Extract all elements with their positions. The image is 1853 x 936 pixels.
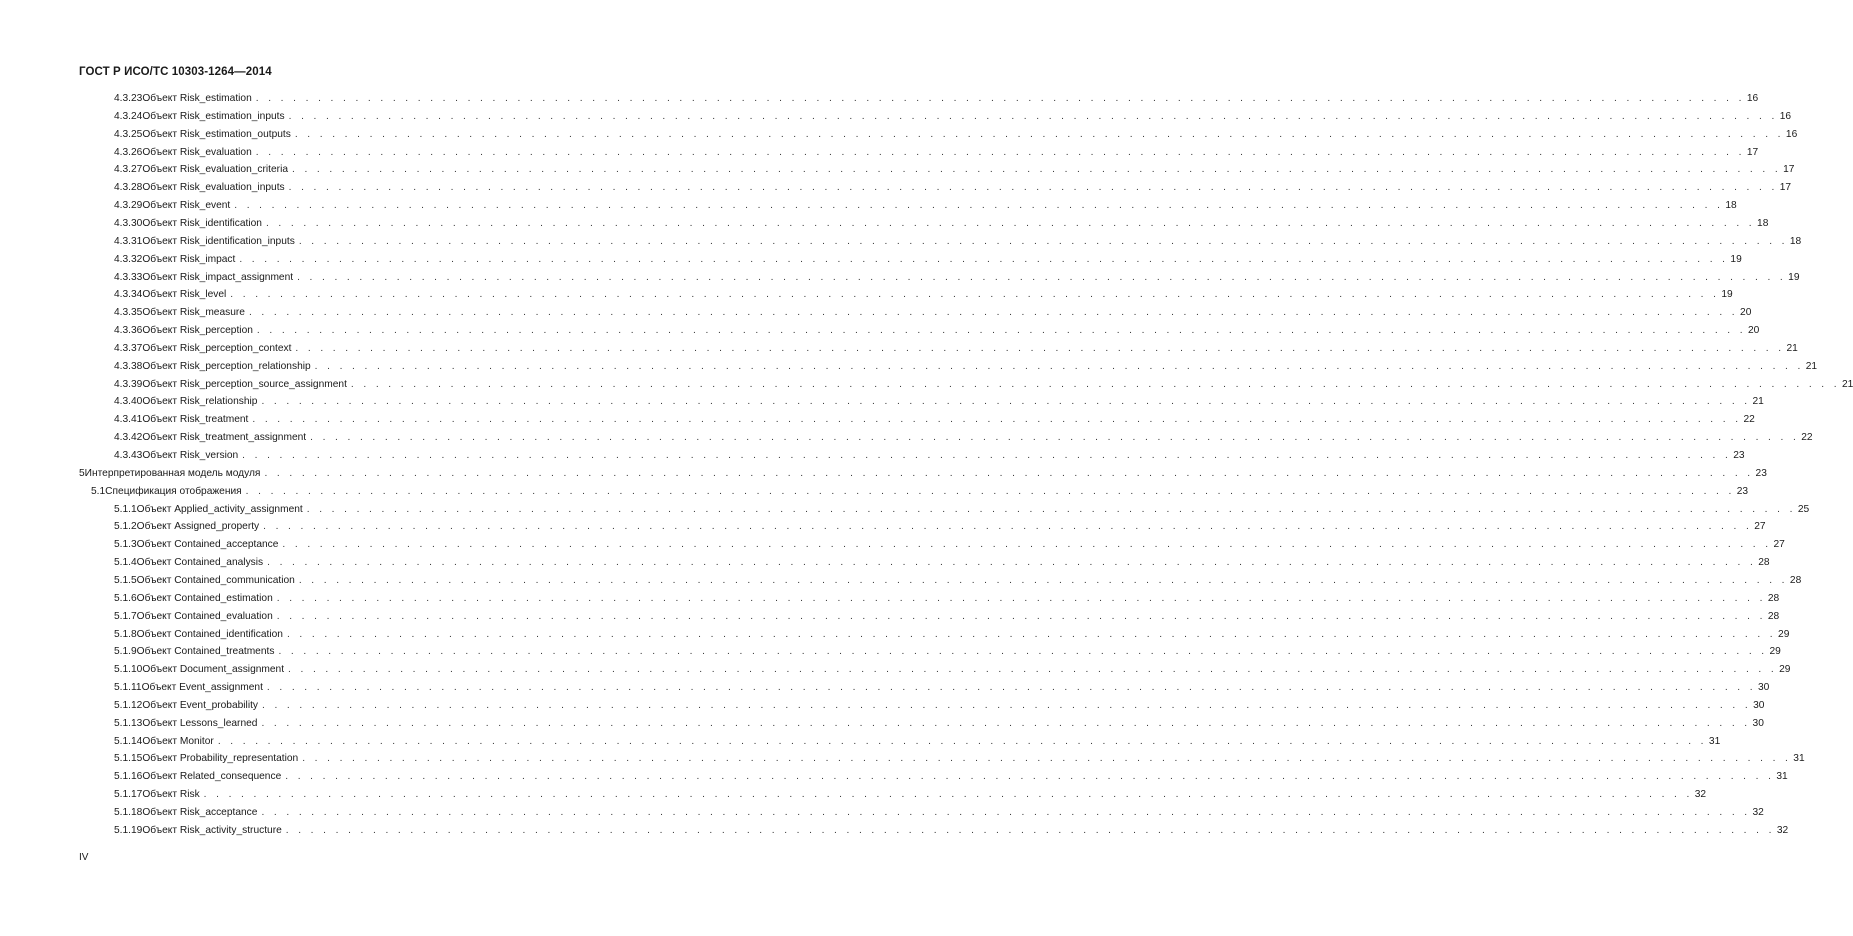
toc-entry[interactable]: [114, 520, 1766, 534]
toc-entry-page: 25: [1797, 503, 1810, 515]
dot-leader: . . . . . . . . . . . . . . . . . . . . . . . . . . . . . . . . . . . . . . . . . . . . . . . . . . . . . . . . . . . . . . . . . . . . . . . . . . . . . . . . . . . . . . . . . . . . . . . . . . . . . . . . . . . . . . . . . . . . . . . .: [276, 610, 1766, 622]
toc-entry-page: 23: [1733, 450, 1745, 461]
toc-entry-number: 5.1.6: [114, 592, 137, 604]
dot-leader: . . . . . . . . . . . . . . . . . . . . . . . . . . . . . . . . . . . . . . . . . . . . . . . . . . . . . . . . . . . . . . . . . . . . . . . . . . . . . . . . . . . . . . . . . . . . . . . . . . . . . . . . . . . . . . . . . . . . . . . .: [261, 717, 1751, 729]
dot-leader: . . . . . . . . . . . . . . . . . . . . . . . . . . . . . . . . . . . . . . . . . . . . . . . . . . . . . . . . . . . . . . . . . . . . . . . . . . . . . . . . . . . . . . . . . . . . . . . . . . . . . . . . . . . . . . . . . . . . . . . .: [234, 200, 1724, 212]
toc-entry-title: Объект Risk_treatment: [142, 414, 249, 426]
toc-entry-number: 5.1.14: [114, 735, 143, 747]
toc-entry-number: 4.3.24: [114, 110, 143, 122]
dot-leader: . . . . . . . . . . . . . . . . . . . . . . . . . . . . . . . . . . . . . . . . . . . . . . . . . . . . . . . . . . . . . . . . . . . . . . . . . . . . . . . . . . . . . . . . . . . . . . . . . . . . . . . . . . . . . . . . . . . . . . . .: [261, 807, 1751, 818]
toc-entry-title: Объект Applied_activity_assignment: [136, 503, 303, 515]
toc-entry-title: Объект Assigned_property: [136, 521, 260, 533]
toc-entry-title: Объект Risk_impact_assignment: [142, 271, 294, 283]
toc-entry-title: Объект Risk_acceptance: [142, 807, 258, 818]
toc-entry-number: 5.1.18: [114, 807, 143, 818]
toc-entry-number: 5.1.8: [114, 628, 137, 640]
toc-entry-title: Объект Risk: [142, 789, 200, 801]
toc-entry[interactable]: [114, 735, 1721, 749]
toc-entry[interactable]: [114, 610, 1780, 624]
toc-entry-number: 5.1.9: [114, 646, 137, 658]
toc-entry[interactable]: [114, 163, 1795, 177]
toc-entry-title: Объект Risk_relationship: [142, 396, 258, 408]
toc-entry[interactable]: [114, 395, 1764, 409]
dot-leader: . . . . . . . . . . . . . . . . . . . . . . . . . . . . . . . . . . . . . . . . . . . . . . . . . . . . . . . . . . . . . . . . . . . . . . . . . . . . . . . . . . . . . . . . . . . . . . . . . . . . . . . . . . . . . . . . . . . . . . . .: [261, 396, 1751, 408]
toc-entry-number: 5.1.7: [114, 610, 137, 622]
toc-entry-number: 5.1.19: [114, 824, 143, 836]
toc-entry-number: 4.3.36: [114, 325, 143, 337]
dot-leader: . . . . . . . . . . . . . . . . . . . . . . . . . . . . . . . . . . . . . . . . . . . . . . . . . . . . . . . . . . . . . . . . . . . . . . . . . . . . . . . . . . . . . . . . . . . . . . . . . . . . . . . . . . . . . . . . . . . . . . . .: [230, 289, 1720, 301]
toc-entry-number: 4.3.29: [114, 200, 143, 212]
dot-leader: . . . . . . . . . . . . . . . . . . . . . . . . . . . . . . . . . . . . . . . . . . . . . . . . . . . . . . . . . . . . . . . . . . . . . . . . . . . . . . . . . . . . . . . . . . . . . . . . . . . . . . . . . . . . . . . . . . . . . . . .: [302, 753, 1792, 765]
toc-entry[interactable]: [114, 645, 1781, 659]
toc-entry[interactable]: [114, 592, 1780, 606]
toc-entry-number: 5.1.3: [114, 539, 137, 551]
toc-entry-number: 4.3.28: [114, 182, 143, 194]
toc-entry-page: 20: [1740, 307, 1752, 319]
toc-entry[interactable]: [114, 128, 1798, 142]
toc-entry-title: Объект Risk_perception_context: [142, 342, 292, 354]
toc-entry-title: Объект Contained_estimation: [136, 592, 273, 604]
toc-entry[interactable]: [114, 92, 1759, 106]
toc-entry-title: Объект Lessons_learned: [142, 717, 258, 729]
toc-entry-number: 4.3.31: [114, 235, 143, 247]
toc-entry-page: 21: [1805, 360, 1818, 372]
toc-entry-page: 19: [1788, 271, 1800, 283]
toc-entry-page: 21: [1841, 378, 1853, 390]
toc-entry[interactable]: [114, 449, 1745, 463]
toc-entry-page: 16: [1785, 128, 1798, 140]
toc-entry[interactable]: [114, 681, 1770, 695]
toc-entry-title: Объект Probability_representation: [142, 753, 299, 765]
dot-leader: . . . . . . . . . . . . . . . . . . . . . . . . . . . . . . . . . . . . . . . . . . . . . . . . . . . . . . . . . . . . . . . . . . . . . . . . . . . . . . . . . . . . . . . . . . . . . . . . . . . . . . . . . . . . . . . . . . . . . . . .: [314, 360, 1804, 372]
dot-leader: . . . . . . . . . . . . . . . . . . . . . . . . . . . . . . . . . . . . . . . . . . . . . . . . . . . . . . . . . . . . . . . . . . . . . . . . . . . . . . . . . . . . . . . . . . . . . . . . . . . . . . . . . . . . . . . . . . . . . . . .: [217, 735, 1707, 747]
dot-leader: . . . . . . . . . . . . . . . . . . . . . . . . . . . . . . . . . . . . . . . . . . . . . . . . . . . . . . . . . . . . . . . . . . . . . . . . . . . . . . . . . . . . . . . . . . . . . . . . . . . . . . . . . . . . . . . . . . . . . . . .: [245, 485, 1735, 497]
toc-entry-page: 28: [1758, 557, 1770, 569]
dot-leader: . . . . . . . . . . . . . . . . . . . . . . . . . . . . . . . . . . . . . . . . . . . . . . . . . . . . . . . . . . . . . . . . . . . . . . . . . . . . . . . . . . . . . . . . . . . . . . . . . . . . . . . . . . . . . . . . . . . . . . . .: [298, 574, 1788, 586]
toc-entry-page: 28: [1767, 610, 1780, 622]
toc-entry-number: 5.1.12: [114, 699, 143, 711]
toc-entry-title: Объект Event_assignment: [141, 682, 263, 694]
dot-leader: . . . . . . . . . . . . . . . . . . . . . . . . . . . . . . . . . . . . . . . . . . . . . . . . . . . . . . . . . . . . . . . . . . . . . . . . . . . . . . . . . . . . . . . . . . . . . . . . . . . . . . . . . . . . . . . . . . . . . . . .: [262, 699, 1752, 711]
toc-entry[interactable]: [114, 752, 1805, 766]
toc-entry-title: Интерпретированная модель модуля: [84, 467, 261, 479]
toc-entry-page: 16: [1746, 93, 1759, 104]
toc-entry[interactable]: [91, 485, 1749, 499]
toc-entry[interactable]: [114, 288, 1733, 302]
toc-entry[interactable]: [114, 413, 1755, 427]
toc-entry-title: Спецификация отображения: [105, 485, 242, 497]
toc-entry-page: 18: [1757, 217, 1769, 229]
dot-leader: . . . . . . . . . . . . . . . . . . . . . . . . . . . . . . . . . . . . . . . . . . . . . . . . . . . . . . . . . . . . . . . . . . . . . . . . . . . . . . . . . . . . . . . . . . . . . . . . . . . . . . . . . . . . . . . . . . . . . . . .: [255, 146, 1745, 158]
toc-entry-number: 4.3.40: [114, 396, 143, 408]
toc-entry[interactable]: [114, 342, 1798, 356]
toc-entry-page: 32: [1752, 807, 1764, 818]
toc-entry-page: 17: [1779, 182, 1792, 194]
toc-entry-page: 28: [1789, 574, 1802, 586]
toc-entry[interactable]: [114, 717, 1764, 731]
toc-entry-title: Объект Risk_estimation_inputs: [142, 110, 285, 122]
dot-leader: . . . . . . . . . . . . . . . . . . . . . . . . . . . . . . . . . . . . . . . . . . . . . . . . . . . . . . . . . . . . . . . . . . . . . . . . . . . . . . . . . . . . . . . . . . . . . . . . . . . . . . . . . . . . . . . . . . . . . . . .: [295, 342, 1785, 354]
dot-leader: . . . . . . . . . . . . . . . . . . . . . . . . . . . . . . . . . . . . . . . . . . . . . . . . . . . . . . . . . . . . . . . . . . . . . . . . . . . . . . . . . . . . . . . . . . . . . . . . . . . . . . . . . . . . . . . . . . . . . . . .: [282, 539, 1772, 551]
toc-entry-title: Объект Risk_perception_relationship: [142, 360, 311, 372]
toc-entry-page: 18: [1789, 235, 1802, 247]
toc-entry-number: 5.1.2: [114, 521, 137, 533]
dot-leader: . . . . . . . . . . . . . . . . . . . . . . . . . . . . . . . . . . . . . . . . . . . . . . . . . . . . . . . . . . . . . . . . . . . . . . . . . . . . . . . . . . . . . . . . . . . . . . . . . . . . . . . . . . . . . . . . . . . . . . . .: [255, 93, 1745, 104]
toc-entry[interactable]: [114, 663, 1791, 677]
dot-leader: . . . . . . . . . . . . . . . . . . . . . . . . . . . . . . . . . . . . . . . . . . . . . . . . . . . . . . . . . . . . . . . . . . . . . . . . . . . . . . . . . . . . . . . . . . . . . . . . . . . . . . . . . . . . . . . . . . . . . . . .: [306, 503, 1796, 515]
dot-leader: . . . . . . . . . . . . . . . . . . . . . . . . . . . . . . . . . . . . . . . . . . . . . . . . . . . . . . . . . . . . . . . . . . . . . . . . . . . . . . . . . . . . . . . . . . . . . . . . . . . . . . . . . . . . . . . . . . . . . . . .: [350, 378, 1840, 390]
document-header: ГОСТ Р ИСО/ТС 10303-1264—2014: [79, 66, 272, 78]
toc-entry-page: 17: [1746, 146, 1759, 158]
dot-leader: . . . . . . . . . . . . . . . . . . . . . . . . . . . . . . . . . . . . . . . . . . . . . . . . . . . . . . . . . . . . . . . . . . . . . . . . . . . . . . . . . . . . . . . . . . . . . . . . . . . . . . . . . . . . . . . . . . . . . . . .: [285, 824, 1775, 836]
toc-entry-page: 31: [1793, 753, 1805, 765]
toc-entry-title: Объект Monitor: [142, 735, 214, 747]
toc-entry-number: 5.1: [91, 485, 106, 497]
dot-leader: . . . . . . . . . . . . . . . . . . . . . . . . . . . . . . . . . . . . . . . . . . . . . . . . . . . . . . . . . . . . . . . . . . . . . . . . . . . . . . . . . . . . . . . . . . . . . . . . . . . . . . . . . . . . . . . . . . . . . . . .: [242, 450, 1732, 461]
toc-entry[interactable]: [114, 253, 1742, 267]
toc-entry-number: 4.3.37: [114, 342, 143, 354]
dot-leader: . . . . . . . . . . . . . . . . . . . . . . . . . . . . . . . . . . . . . . . . . . . . . . . . . . . . . . . . . . . . . . . . . . . . . . . . . . . . . . . . . . . . . . . . . . . . . . . . . . . . . . . . . . . . . . . . . . . . . . . .: [252, 414, 1742, 426]
toc-entry-number: 4.3.27: [114, 164, 143, 176]
toc-entry[interactable]: [114, 217, 1769, 231]
toc-entry-title: Объект Contained_evaluation: [136, 610, 273, 622]
dot-leader: . . . . . . . . . . . . . . . . . . . . . . . . . . . . . . . . . . . . . . . . . . . . . . . . . . . . . . . . . . . . . . . . . . . . . . . . . . . . . . . . . . . . . . . . . . . . . . . . . . . . . . . . . . . . . . . . . . . . . . . .: [265, 217, 1756, 229]
dot-leader: . . . . . . . . . . . . . . . . . . . . . . . . . . . . . . . . . . . . . . . . . . . . . . . . . . . . . . . . . . . . . . . . . . . . . . . . . . . . . . . . . . . . . . . . . . . . . . . . . . . . . . . . . . . . . . . . . . . . . . . .: [266, 682, 1756, 694]
toc-entry-page: 20: [1747, 325, 1760, 337]
toc-entry-page: 30: [1753, 699, 1765, 711]
toc-entry[interactable]: [114, 146, 1759, 160]
toc-entry-title: Объект Risk_evaluation: [142, 146, 252, 158]
toc-entry-title: Объект Risk_identification: [142, 217, 262, 229]
toc-entry-number: 4.3.43: [114, 450, 143, 461]
toc-entry[interactable]: [114, 503, 1810, 517]
toc-entry-title: Объект Risk_perception: [142, 325, 253, 337]
toc-entry[interactable]: [114, 574, 1802, 588]
dot-leader: . . . . . . . . . . . . . . . . . . . . . . . . . . . . . . . . . . . . . . . . . . . . . . . . . . . . . . . . . . . . . . . . . . . . . . . . . . . . . . . . . . . . . . . . . . . . . . . . . . . . . . . . . . . . . . . . . . . . . . . .: [298, 235, 1788, 247]
dot-leader: . . . . . . . . . . . . . . . . . . . . . . . . . . . . . . . . . . . . . . . . . . . . . . . . . . . . . . . . . . . . . . . . . . . . . . . . . . . . . . . . . . . . . . . . . . . . . . . . . . . . . . . . . . . . . . . . . . . . . . . .: [286, 628, 1777, 640]
dot-leader: . . . . . . . . . . . . . . . . . . . . . . . . . . . . . . . . . . . . . . . . . . . . . . . . . . . . . . . . . . . . . . . . . . . . . . . . . . . . . . . . . . . . . . . . . . . . . . . . . . . . . . . . . . . . . . . . . . . . . . . .: [297, 271, 1787, 283]
toc-entry-page: 21: [1786, 342, 1798, 354]
toc-entry-number: 4.3.35: [114, 307, 143, 319]
dot-leader: . . . . . . . . . . . . . . . . . . . . . . . . . . . . . . . . . . . . . . . . . . . . . . . . . . . . . . . . . . . . . . . . . . . . . . . . . . . . . . . . . . . . . . . . . . . . . . . . . . . . . . . . . . . . . . . . . . . . . . . .: [294, 128, 1784, 140]
dot-leader: . . . . . . . . . . . . . . . . . . . . . . . . . . . . . . . . . . . . . . . . . . . . . . . . . . . . . . . . . . . . . . . . . . . . . . . . . . . . . . . . . . . . . . . . . . . . . . . . . . . . . . . . . . . . . . . . . . . . . . . .: [285, 771, 1775, 783]
toc-entry[interactable]: [114, 360, 1818, 374]
toc-entry[interactable]: [114, 271, 1800, 285]
toc-entry-number: 5.1.17: [114, 789, 143, 801]
toc-entry-page: 29: [1769, 646, 1781, 658]
dot-leader: . . . . . . . . . . . . . . . . . . . . . . . . . . . . . . . . . . . . . . . . . . . . . . . . . . . . . . . . . . . . . . . . . . . . . . . . . . . . . . . . . . . . . . . . . . . . . . . . . . . . . . . . . . . . . . . . . . . . . . . .: [248, 307, 1739, 319]
toc-entry[interactable]: [114, 235, 1802, 249]
toc-entry[interactable]: [114, 431, 1813, 445]
toc-entry-page: 23: [1755, 467, 1767, 479]
dot-leader: . . . . . . . . . . . . . . . . . . . . . . . . . . . . . . . . . . . . . . . . . . . . . . . . . . . . . . . . . . . . . . . . . . . . . . . . . . . . . . . . . . . . . . . . . . . . . . . . . . . . . . . . . . . . . . . . . . . . . . . .: [310, 432, 1800, 444]
toc-entry-number: 4.3.33: [114, 271, 143, 283]
toc-entry[interactable]: [114, 181, 1792, 195]
toc-entry-number: 4.3.38: [114, 360, 143, 372]
toc-entry-number: 5.1.15: [114, 753, 143, 765]
toc-entry-title: Объект Risk_measure: [142, 307, 245, 319]
toc-entry-page: 31: [1708, 735, 1721, 747]
toc-entry-page: 29: [1779, 664, 1791, 676]
toc-entry-number: 4.3.34: [114, 289, 143, 301]
toc-entry-title: Объект Risk_estimation: [142, 93, 252, 104]
toc-entry-number: 4.3.39: [114, 378, 143, 390]
dot-leader: . . . . . . . . . . . . . . . . . . . . . . . . . . . . . . . . . . . . . . . . . . . . . . . . . . . . . . . . . . . . . . . . . . . . . . . . . . . . . . . . . . . . . . . . . . . . . . . . . . . . . . . . . . . . . . . . . . . . . . . .: [203, 789, 1693, 801]
toc-entry-number: 5.1.4: [114, 557, 137, 569]
toc-entry-page: 28: [1767, 592, 1780, 604]
toc-entry-title: Объект Contained_acceptance: [136, 539, 279, 551]
toc-entry-page: 22: [1743, 414, 1755, 426]
toc-entry-title: Объект Related_consequence: [142, 771, 282, 783]
toc-entry-title: Объект Risk_event: [142, 200, 231, 212]
page-number: IV: [79, 852, 89, 863]
toc-entry-title: Объект Event_probability: [142, 699, 259, 711]
toc-entry[interactable]: [114, 324, 1760, 338]
toc-entry-page: 21: [1752, 396, 1764, 408]
toc-entry-page: 30: [1758, 682, 1770, 694]
toc-entry-title: Объект Risk_version: [142, 450, 239, 461]
toc-entry[interactable]: [114, 788, 1707, 802]
toc-entry-title: Объект Risk_perception_source_assignment: [142, 378, 347, 390]
toc-entry[interactable]: [114, 770, 1788, 784]
toc-entry[interactable]: [114, 628, 1790, 642]
toc-entry-page: 32: [1694, 789, 1707, 801]
dot-leader: . . . . . . . . . . . . . . . . . . . . . . . . . . . . . . . . . . . . . . . . . . . . . . . . . . . . . . . . . . . . . . . . . . . . . . . . . . . . . . . . . . . . . . . . . . . . . . . . . . . . . . . . . . . . . . . . . . . . . . . .: [239, 253, 1729, 265]
toc-entry-page: 29: [1778, 628, 1790, 640]
toc-entry-number: 5.1.13: [114, 717, 143, 729]
toc-entry-number: 4.3.26: [114, 146, 143, 158]
toc-entry-page: 30: [1752, 717, 1764, 729]
dot-leader: . . . . . . . . . . . . . . . . . . . . . . . . . . . . . . . . . . . . . . . . . . . . . . . . . . . . . . . . . . . . . . . . . . . . . . . . . . . . . . . . . . . . . . . . . . . . . . . . . . . . . . . . . . . . . . . . . . . . . . . .: [264, 467, 1754, 479]
toc-entry-number: 5.1.16: [114, 771, 143, 783]
dot-leader: . . . . . . . . . . . . . . . . . . . . . . . . . . . . . . . . . . . . . . . . . . . . . . . . . . . . . . . . . . . . . . . . . . . . . . . . . . . . . . . . . . . . . . . . . . . . . . . . . . . . . . . . . . . . . . . . . . . . . . . .: [288, 664, 1778, 676]
toc-entry-page: 16: [1779, 110, 1792, 122]
toc-entry[interactable]: [114, 824, 1789, 838]
toc-entry-number: 5.1.11: [114, 682, 142, 694]
toc-entry-page: 23: [1736, 485, 1749, 497]
toc-entry[interactable]: [114, 806, 1764, 820]
toc-entry-number: 5.1.10: [114, 664, 143, 676]
toc-entry-page: 19: [1721, 289, 1733, 301]
toc-entry-number: 4.3.25: [114, 128, 143, 140]
dot-leader: . . . . . . . . . . . . . . . . . . . . . . . . . . . . . . . . . . . . . . . . . . . . . . . . . . . . . . . . . . . . . . . . . . . . . . . . . . . . . . . . . . . . . . . . . . . . . . . . . . . . . . . . . . . . . . . . . . . . . . . .: [278, 646, 1768, 658]
dot-leader: . . . . . . . . . . . . . . . . . . . . . . . . . . . . . . . . . . . . . . . . . . . . . . . . . . . . . . . . . . . . . . . . . . . . . . . . . . . . . . . . . . . . . . . . . . . . . . . . . . . . . . . . . . . . . . . . . . . . . . . .: [288, 110, 1778, 122]
toc-entry-page: 31: [1776, 771, 1788, 783]
toc-entry-page: 22: [1801, 432, 1813, 444]
toc-entry-title: Объект Risk_evaluation_criteria: [142, 164, 289, 176]
toc-entry[interactable]: [114, 199, 1737, 213]
toc-entry-title: Объект Risk_treatment_assignment: [142, 432, 307, 444]
dot-leader: . . . . . . . . . . . . . . . . . . . . . . . . . . . . . . . . . . . . . . . . . . . . . . . . . . . . . . . . . . . . . . . . . . . . . . . . . . . . . . . . . . . . . . . . . . . . . . . . . . . . . . . . . . . . . . . . . . . . . . . .: [292, 164, 1782, 176]
toc-entry-number: 5.1.1: [114, 503, 137, 515]
toc-entry[interactable]: [114, 306, 1752, 320]
toc-entry-page: 19: [1730, 253, 1742, 265]
toc-entry[interactable]: [79, 467, 1767, 481]
toc-entry-page: 27: [1773, 539, 1785, 551]
toc-entry-title: Объект Risk_impact: [142, 253, 236, 265]
toc-entry[interactable]: [114, 556, 1770, 570]
toc-entry-page: 18: [1725, 200, 1737, 212]
toc-entry-number: 4.3.32: [114, 253, 143, 265]
toc-entry-page: 27: [1754, 521, 1766, 533]
toc-entry-title: Объект Contained_communication: [136, 574, 295, 586]
toc-entry-number: 5.1.5: [114, 574, 137, 586]
toc-entry-number: 4.3.41: [114, 414, 143, 426]
dot-leader: . . . . . . . . . . . . . . . . . . . . . . . . . . . . . . . . . . . . . . . . . . . . . . . . . . . . . . . . . . . . . . . . . . . . . . . . . . . . . . . . . . . . . . . . . . . . . . . . . . . . . . . . . . . . . . . . . . . . . . . .: [263, 521, 1753, 533]
toc-entry-page: 17: [1783, 164, 1795, 176]
toc-entry-page: 32: [1776, 824, 1789, 836]
toc-entry[interactable]: [114, 110, 1792, 124]
toc-entry-title: Объект Risk_activity_structure: [142, 824, 282, 836]
toc-entry-title: Объект Contained_treatments: [136, 646, 275, 658]
toc-entry-number: 4.3.30: [114, 217, 143, 229]
toc-entry-title: Объект Risk_estimation_outputs: [142, 128, 291, 140]
toc-entry[interactable]: [114, 378, 1853, 392]
toc-entry[interactable]: [114, 699, 1765, 713]
toc-entry-number: 4.3.23: [114, 93, 143, 104]
toc-entry-title: Объект Risk_identification_inputs: [142, 235, 295, 247]
toc-entry-title: Объект Contained_identification: [136, 628, 283, 640]
dot-leader: . . . . . . . . . . . . . . . . . . . . . . . . . . . . . . . . . . . . . . . . . . . . . . . . . . . . . . . . . . . . . . . . . . . . . . . . . . . . . . . . . . . . . . . . . . . . . . . . . . . . . . . . . . . . . . . . . . . . . . . .: [276, 592, 1766, 604]
toc-entry-title: Объект Contained_analysis: [136, 557, 264, 569]
dot-leader: . . . . . . . . . . . . . . . . . . . . . . . . . . . . . . . . . . . . . . . . . . . . . . . . . . . . . . . . . . . . . . . . . . . . . . . . . . . . . . . . . . . . . . . . . . . . . . . . . . . . . . . . . . . . . . . . . . . . . . . .: [256, 325, 1746, 337]
dot-leader: . . . . . . . . . . . . . . . . . . . . . . . . . . . . . . . . . . . . . . . . . . . . . . . . . . . . . . . . . . . . . . . . . . . . . . . . . . . . . . . . . . . . . . . . . . . . . . . . . . . . . . . . . . . . . . . . . . . . . . . .: [288, 182, 1778, 194]
toc-entry-number: 5: [79, 467, 85, 479]
toc-entry-title: Объект Risk_evaluation_inputs: [142, 182, 285, 194]
toc-entry-number: 4.3.42: [114, 432, 143, 444]
toc-entry[interactable]: [114, 538, 1785, 552]
dot-leader: . . . . . . . . . . . . . . . . . . . . . . . . . . . . . . . . . . . . . . . . . . . . . . . . . . . . . . . . . . . . . . . . . . . . . . . . . . . . . . . . . . . . . . . . . . . . . . . . . . . . . . . . . . . . . . . . . . . . . . . .: [267, 557, 1757, 569]
toc-entry-title: Объект Document_assignment: [142, 664, 285, 676]
toc-entry-title: Объект Risk_level: [142, 289, 227, 301]
